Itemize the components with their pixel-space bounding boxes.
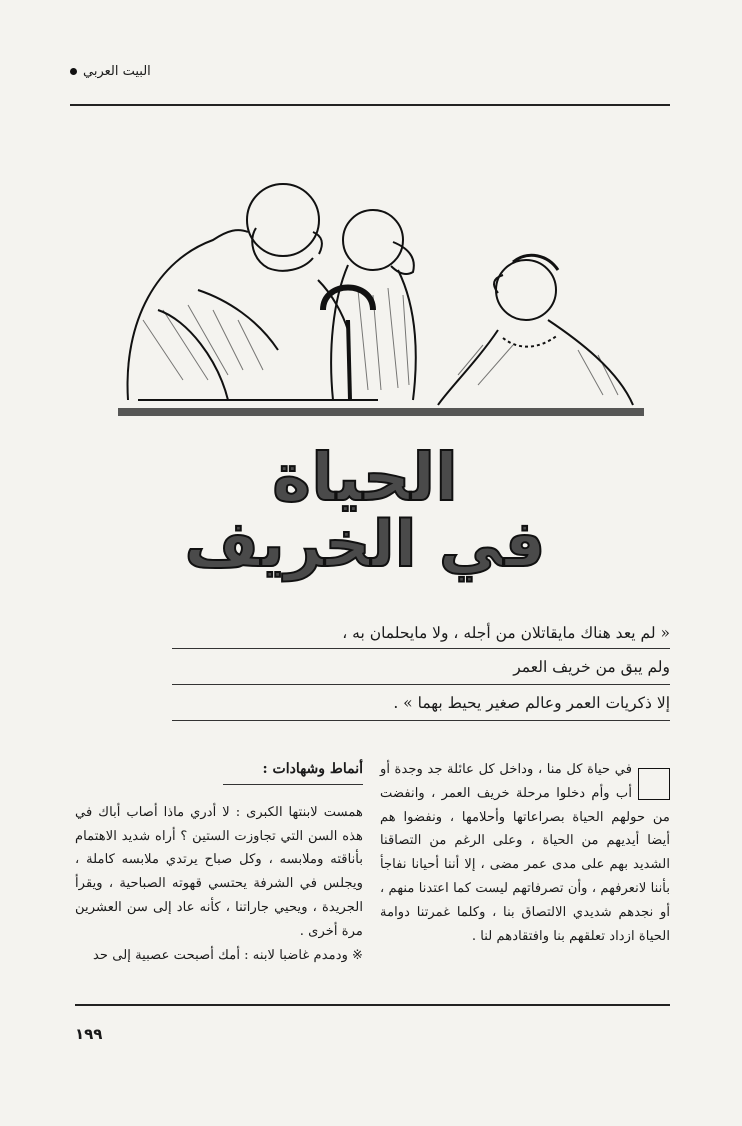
bullet-dot-icon xyxy=(70,68,77,75)
quote-line-1: « لم يعد هناك مايقاتلان من أجله ، ولا مايحلمان به ، xyxy=(342,624,670,642)
quote-line-3: إلا ذكريات العمر وعالم صغير يحيط بهما » . xyxy=(393,694,670,712)
section-header xyxy=(70,64,590,79)
header-rule xyxy=(70,104,670,106)
title-line-1: الحياة xyxy=(272,439,458,516)
coffee-pot-icon xyxy=(638,768,670,800)
section-label: البيت العربي xyxy=(83,64,151,79)
quote-rule-2 xyxy=(172,684,670,685)
footer-rule xyxy=(75,1004,670,1006)
left-column xyxy=(75,758,363,967)
subheading: أنماط وشهادات : xyxy=(223,758,363,785)
title-line-2: في الخريف xyxy=(184,508,546,582)
right-column xyxy=(380,758,670,948)
quote-rule-1 xyxy=(172,648,670,649)
left-paragraph-2: ودمدم غاضبا لابنه : أمك أصبحت عصبية إلى حد xyxy=(92,947,348,963)
illustration-elderly-people xyxy=(118,170,644,420)
quote-rule-3 xyxy=(172,720,670,721)
page-number: ١٩٩ xyxy=(75,1025,103,1043)
asterisk-bullet-icon: ※ xyxy=(351,947,363,963)
left-paragraph-1: همست لابنتها الكبرى : لا أدري ماذا أصاب أباك في هذه السن التي تجاوزت الستين ؟ أراه شديد الاهتمام بأناقته وملابسه ، وكل صباح يرتدي ملابسه كاملة ، ويجلس في الشرفة يحتسي قهوته الصباحية ، ويقرأ الجريدة ، ويحيي جاراتنا ، كأنه عاد إلى سن العشرين مرة أخرى . xyxy=(75,804,363,939)
article-title xyxy=(150,439,580,582)
quote-line-2: ولم يبق من خريف العمر xyxy=(513,658,670,676)
right-column-text: في حياة كل منا ، وداخل كل عائلة جد وجدة أو أب وأم دخلوا مرحلة خريف العمر ، وانفضت من حولهم الحياة بصراعاتها وأحلامها ، ونفضوا هم أيضا أيديهم من الحياة ، وعلى الرغم من التصاقنا الشديد بهم على مدى عمر مضى ، إلا أننا أحيانا نفاجأ بأننا لانعرفهم ، وأن تصرفاتهم ليست كما اعتدنا منهم ، أو نجدهم شديدي الالتصاق بنا ، وكلما غمرتنا دوامة الحياة ازداد تعلقهم بنا وافتقادهم لنا . xyxy=(380,762,670,944)
